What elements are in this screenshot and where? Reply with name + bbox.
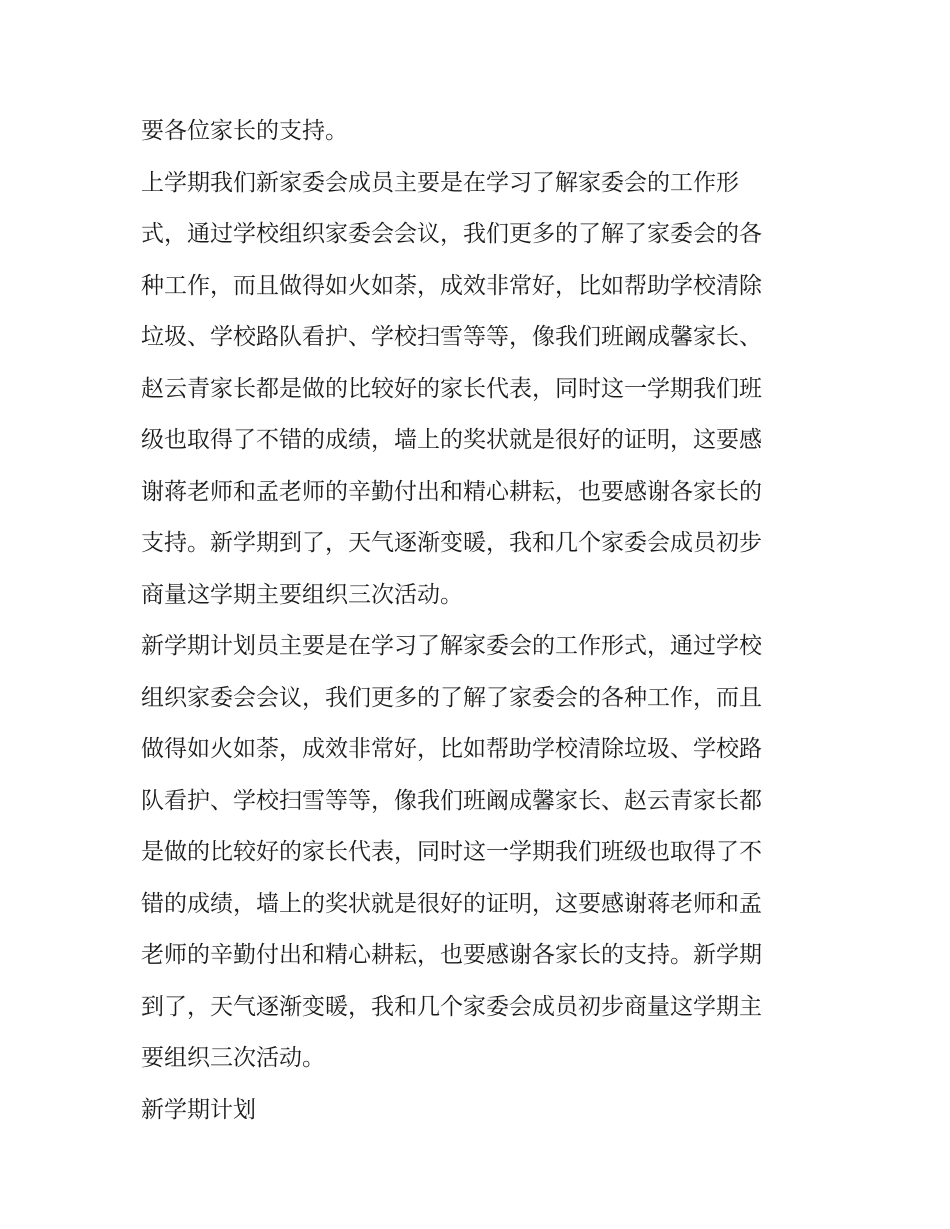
document-body (141, 106, 813, 1136)
text-line: 种工作，而且做得如火如荼，成效非常好，比如帮助学校清除 (141, 272, 762, 299)
text-line: 新学期计划员主要是在学习了解家委会的工作形式，通过学校 (141, 633, 762, 659)
text-line: 做得如火如荼，成效非常好，比如帮助学校清除垃圾、学校路 (141, 736, 762, 762)
text-line: 谢蒋老师和孟老师的辛勤付出和精心耕耘，也要感谢各家长的 (141, 478, 762, 505)
text-line: 是做的比较好的家长代表，同时这一学期我们班级也取得了不 (141, 839, 762, 865)
text-line: 错的成绩，墙上的奖状就是很好的证明，这要感谢蒋老师和孟 (141, 890, 762, 917)
text-line: 上学期我们新家委会成员主要是在学习了解家委会的工作形 (141, 169, 739, 196)
text-line: 要各位家长的支持。 (141, 118, 348, 144)
text-line: 要组织三次活动。 (141, 1045, 325, 1071)
text-line: 式，通过学校组织家委会会议，我们更多的了解了家委会的各 (141, 221, 762, 247)
text-line: 支持。新学期到了，天气逐渐变暖，我和几个家委会成员初步 (141, 530, 762, 556)
text-line: 级也取得了不错的成绩，墙上的奖状就是很好的证明，这要感 (141, 427, 762, 453)
text-line: 商量这学期主要组织三次活动。 (141, 581, 463, 608)
text-line: 组织家委会会议，我们更多的了解了家委会的各种工作，而且 (141, 684, 762, 711)
text-line: 赵云青家长都是做的比较好的家长代表，同时这一学期我们班 (141, 375, 762, 402)
text-line: 到了，天气逐渐变暖，我和几个家委会成员初步商量这学期主 (141, 993, 762, 1020)
text-line: 队看护、学校扫雪等等，像我们班阚成馨家长、赵云青家长都 (141, 787, 762, 814)
section-heading: 新学期计划 (141, 1096, 256, 1123)
text-line: 垃圾、学校路队看护、学校扫雪等等，像我们班阚成馨家长、 (141, 324, 762, 350)
text-line: 老师的辛勤付出和精心耕耘，也要感谢各家长的支持。新学期 (141, 942, 762, 968)
